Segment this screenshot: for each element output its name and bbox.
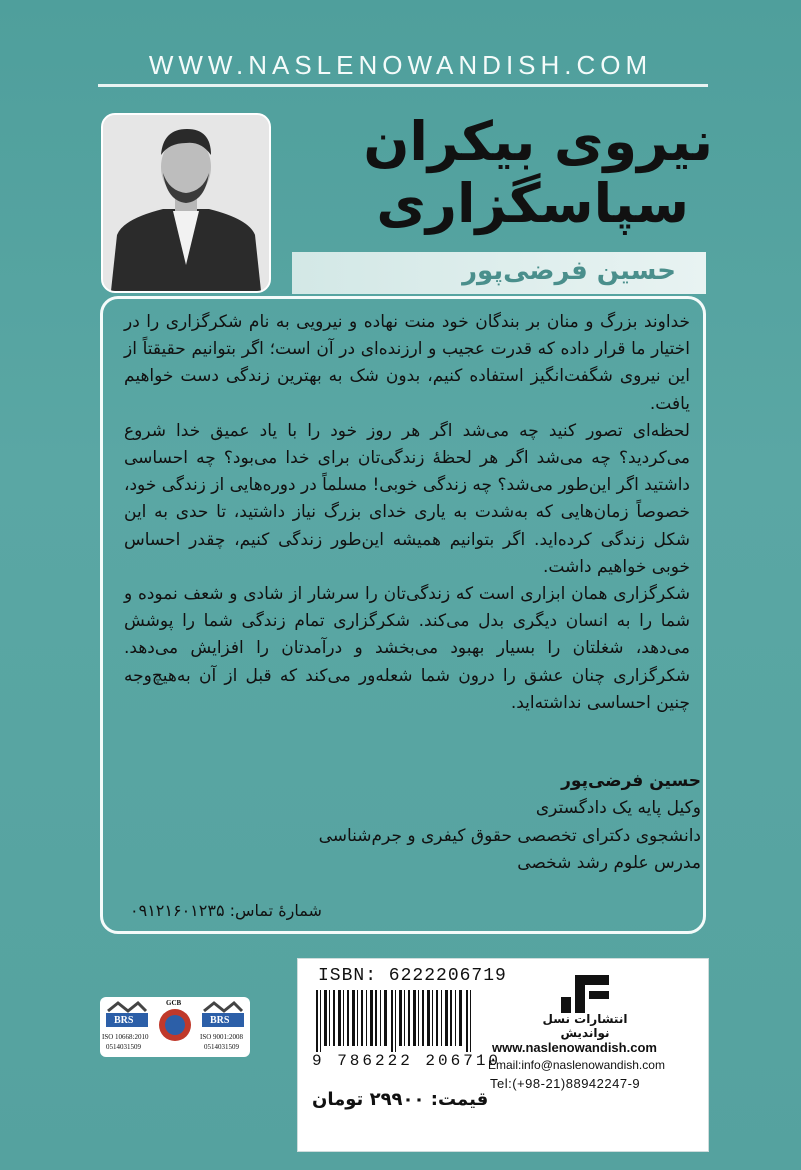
cert-left-number: 0514031509 (106, 1043, 141, 1051)
author-band (292, 252, 706, 294)
author-name: حسین فرضی‌پور (462, 256, 676, 286)
blurb-paragraph: شکرگزاری همان ابزاری است که زندگی‌تان را سرشار از شادی و شعف نموده و شما را به انسان دیگری بدل می‌کند. شکرگزاری تمام زندگی شما را پوشش می‌دهد، شغلتان را بسیار بهبود می‌بخشد و درآمدتان را افزایش می‌دهد. شکرگزاری چنان عشق را درون شما شعله‌ور می‌کند که قبل از آن به‌هیچ‌وجه چنین احساسی نداشته‌اید. (124, 584, 690, 713)
signature-name: حسین فرضی‌پور (561, 771, 701, 791)
cert-center-label: GCB (166, 999, 182, 1007)
cert-right-number: 0514031509 (204, 1043, 239, 1051)
cert-left-iso: ISO 10668:2010 (102, 1033, 149, 1041)
signature-title-1: وکیل پایه یک دادگستری (535, 798, 701, 819)
barcode-icon (312, 990, 482, 1052)
blurb (124, 309, 690, 717)
book-title-line2: سپاسگزاری (376, 172, 689, 235)
book-title-line1: نیروی بیکران (363, 110, 713, 173)
signature-title-3: مدرس علوم رشد شخصی (517, 852, 701, 873)
cert-right-label: BRS (210, 1015, 230, 1026)
certificates-panel (100, 997, 250, 1057)
blurb-paragraph: خداوند بزرگ و منان بر بندگان خود منت نهاده و نیرویی به نام شکرگزاری را در اختیار ما قرار داده که قدرت عجیب و ارزنده‌ای در آن است؛ اگر بتوانیم حقیقتاً از این نیروی شگفت‌انگیز استفاده کنیم، بدون شک به بهترین زندگی دست خواهیم یافت. (124, 312, 690, 414)
publisher-name: انتشارات نسل نواندیش (542, 1012, 628, 1040)
isbn-label: ISBN: 6222206719 (318, 966, 507, 986)
publisher-email: Email:info@naslenowandish.com (488, 1058, 665, 1072)
header-rule (98, 84, 708, 87)
publisher-phone: Tel:(+98-21)88942247-9 (490, 1076, 641, 1091)
signature-title-2: دانشجوی دکترای تخصصی حقوق کیفری و جرم‌شناسی (318, 825, 701, 846)
cert-right-iso: ISO 9001:2008 (200, 1033, 243, 1041)
barcode-digits: 9 786222 206710 (312, 1052, 502, 1070)
signature-block (319, 768, 701, 877)
website-header: WWW.NASLENOWANDISH.COM (148, 50, 653, 80)
cert-left-label: BRS (114, 1015, 134, 1026)
publisher-website: www.naslenowandish.com (492, 1040, 657, 1055)
author-photo (101, 113, 271, 293)
author-portrait-image (103, 115, 269, 291)
price: قیمت: ۲۹۹۰۰ تومان (312, 1089, 489, 1110)
blurb-paragraph: لحظه‌ای تصور کنید چه می‌شد اگر هر روز خود را با یاد عمیق خدا شروع می‌کردید؟ چه می‌شد اگر هر لحظهٔ زندگی‌تان برای خدا می‌بود؟ چه احساسی داشتید اگر این‌طور می‌شد؟ چه زندگی خوبی! مسلماً در دوره‌هایی از زندگی خود، خصوصاً زمان‌هایی که به‌شدت به یاری خدای بزرگ نیاز داشتید، تا حدی به این شکل زندگی کرده‌اید. اگر بتوانیم همیشه این‌طور زندگی کنیم، چقدر احساس خوبی خواهیم داشت. (124, 420, 690, 577)
contact-number: شمارهٔ تماس: ۰۹۱۲۱۶۰۱۲۳۵ (130, 901, 322, 920)
